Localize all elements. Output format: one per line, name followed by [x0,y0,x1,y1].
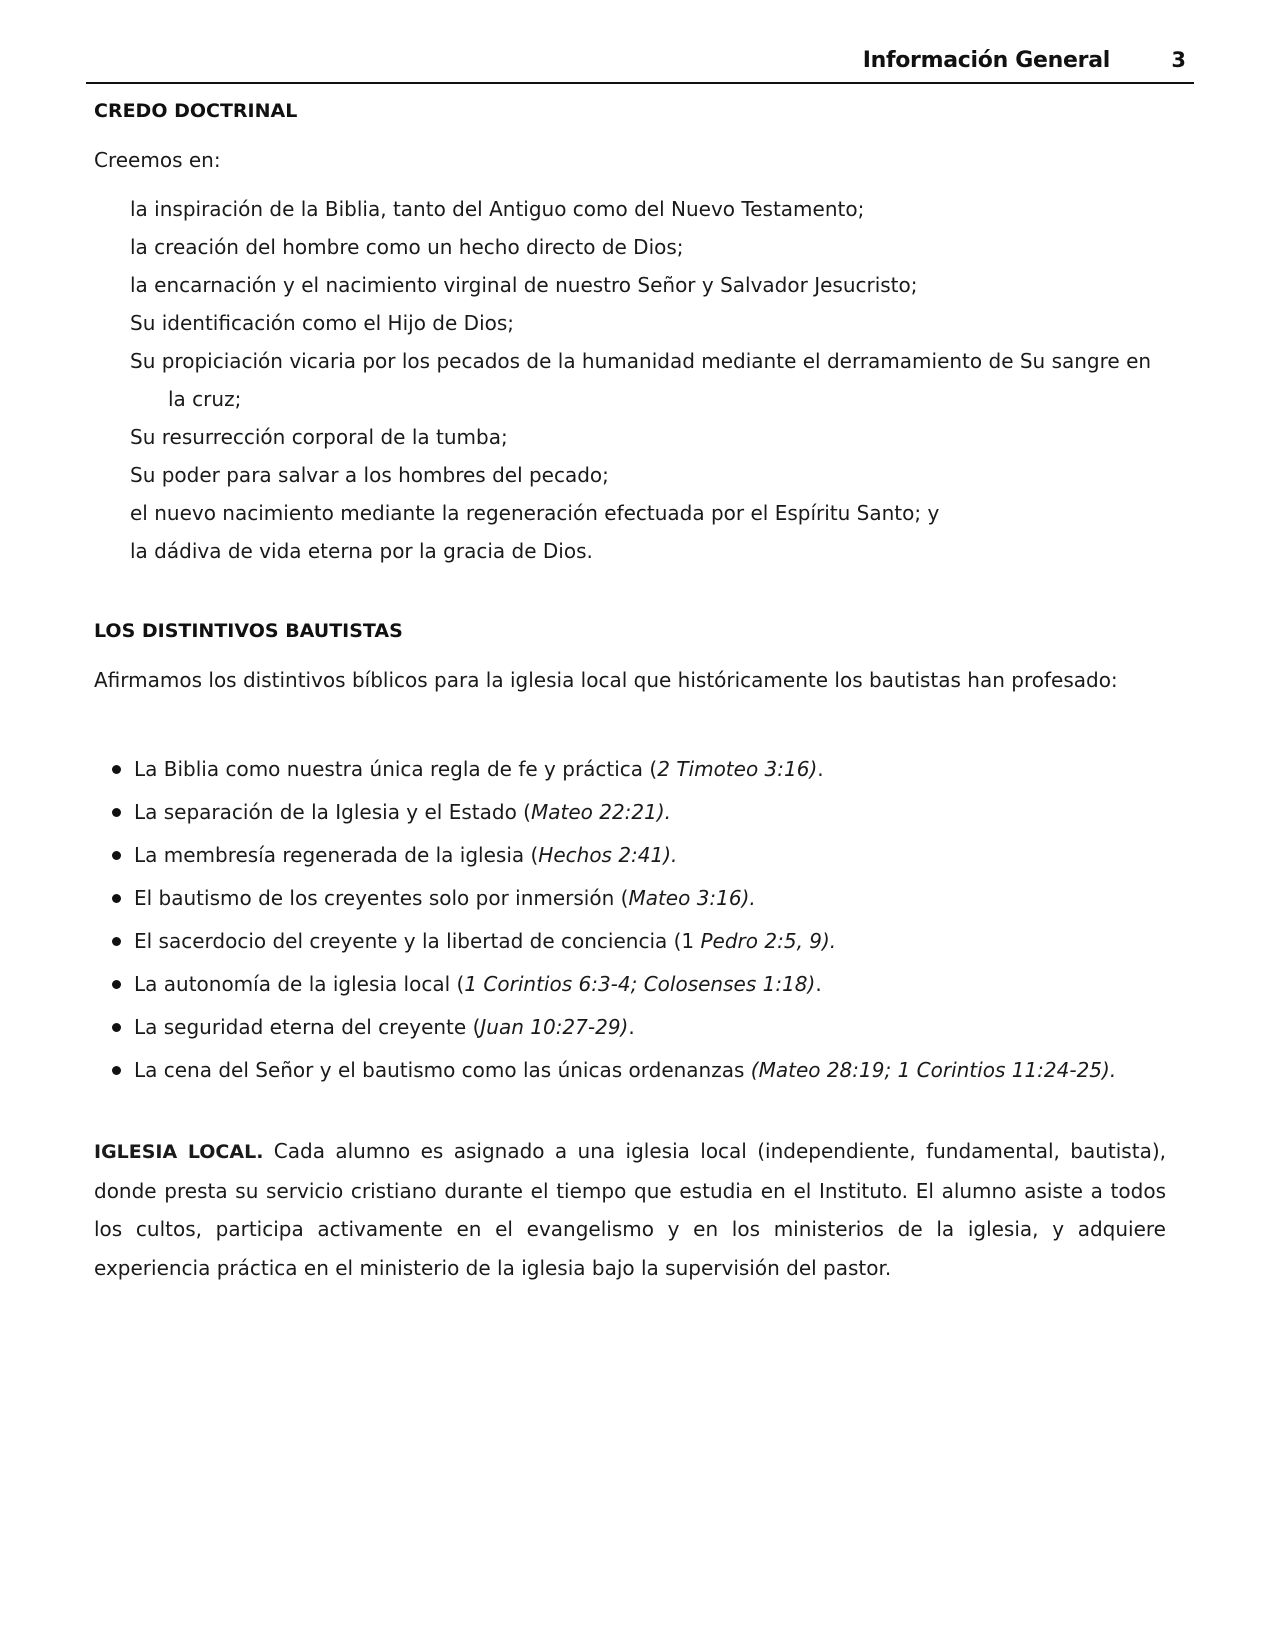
scripture-reference: 2 Timoteo 3:16) [657,757,818,781]
local-church-body: Cada alumno es asignado a una iglesia local (independiente, fundamental, bautista), donde presta su servicio cristiano durante el tiempo que estudia en el Instituto. El alumno asiste a todos los cultos, participa activamente en el evangelismo y en los ministerios de la iglesia, y adquiere experiencia práctica en el ministerio de la iglesia bajo la supervisión del pastor. [94,1139,1166,1280]
list-item: Su resurrección corporal de la tumba; [130,425,508,449]
scripture-reference: Hechos 2:41). [538,843,678,867]
item-end: . [815,972,822,996]
bullet-item [112,791,1166,834]
scripture-reference: (Mateo 28:19; 1 Corintios 11:24-25). [750,1058,1117,1082]
list-item: la creación del hombre como un hecho directo de Dios; [130,235,684,259]
item-text: La Biblia como nuestra única regla de fe y práctica ( [134,757,658,781]
scripture-reference: 1 Corintios 6:3-4; Colosenses 1:18) [464,972,816,996]
bullet-item [112,920,1166,963]
bullet-item [112,963,1166,1006]
scripture-reference: Mateo 22:21). [530,800,672,824]
distinctives-intro: Afirmamos los distintivos bíblicos para la iglesia local que históricamente los bautistas han profesado: [94,668,1118,692]
scripture-reference: Pedro 2:5, 9). [700,929,837,953]
bullet-item [112,877,1166,920]
bullet-item [112,1006,1166,1049]
item-text: La seguridad eterna del creyente ( [134,1015,481,1039]
distinctives-title: LOS DISTINTIVOS BAUTISTAS [94,620,403,642]
creed-intro: Creemos en: [94,148,221,172]
list-item: Su propiciación vicaria por los pecados de la humanidad mediante el derramamiento de Su sangre en la cruz; [130,349,1152,411]
header-title: Información General [862,48,1110,73]
list-item: Su identificación como el Hijo de Dios; [130,311,515,335]
item-text: La autonomía de la iglesia local ( [134,972,465,996]
creed-list [130,190,1166,570]
list-item: la encarnación y el nacimiento virginal de nuestro Señor y Salvador Jesucristo; [130,273,918,297]
local-church-lead: IGLESIA LOCAL. [94,1141,264,1163]
item-text: La separación de la Iglesia y el Estado ( [134,800,531,824]
list-item: la inspiración de la Biblia, tanto del Antiguo como del Nuevo Testamento; [130,197,865,221]
page-header [86,44,1194,84]
item-text: El bautismo de los creyentes solo por inmersión ( [134,886,629,910]
distinctives-list [112,748,1166,1092]
bullet-item [112,834,1166,877]
list-item: Su poder para salvar a los hombres del pecado; [130,463,609,487]
item-text: La membresía regenerada de la iglesia ( [134,843,539,867]
scripture-reference: Juan 10:27-29) [480,1015,629,1039]
bullet-item [112,748,1166,791]
local-church-paragraph [94,1132,1166,1287]
item-text: La cena del Señor y el bautismo como las únicas ordenanzas [134,1058,751,1082]
scripture-reference: Mateo 3:16). [628,886,756,910]
list-item: la dádiva de vida eterna por la gracia de Dios. [130,539,593,563]
item-end: . [817,757,824,781]
page-number: 3 [1171,48,1186,72]
list-item: el nuevo nacimiento mediante la regeneración efectuada por el Espíritu Santo; y [130,501,940,525]
item-end: . [628,1015,635,1039]
page-content [94,100,1166,1287]
bullet-item [112,1049,1166,1092]
creed-title: CREDO DOCTRINAL [94,100,298,122]
item-text: El sacerdocio del creyente y la libertad de conciencia (1 [134,929,701,953]
